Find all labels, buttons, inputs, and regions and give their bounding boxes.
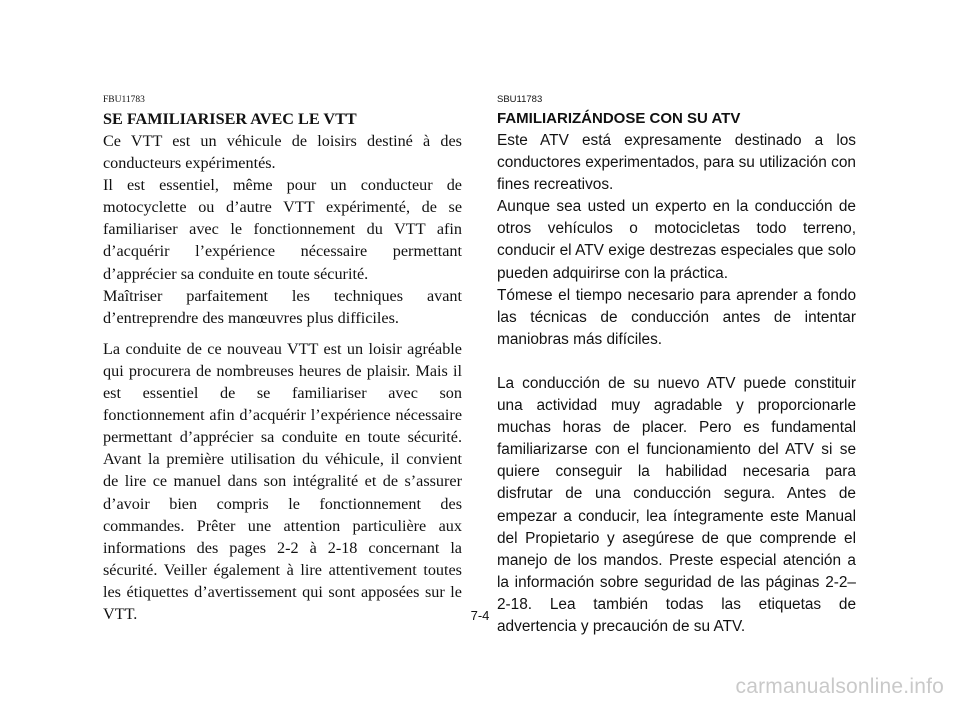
french-column [103, 94, 462, 625]
paragraph-fr-2: Il est essentiel, même pour un conducteur de motocyclette ou d’autre VTT expérimenté, de se familiariser avec le fonctionnement du VTT afin d’acquérir l’expérience nécessaire permettant d’apprécier sa conduite en toute sécurité. [103, 176, 462, 283]
paragraph-es-2: Aunque sea usted un experto en la conducción de otros vehículos o motocicletas todo terreno, conducir el ATV exige destrezas especiales que solo pueden adquirirse con la práctica. [497, 198, 856, 282]
paragraph-es-3: Tómese el tiempo necesario para aprender a fondo las técnicas de conducción antes de intentar maniobras más difíciles. [497, 286, 856, 348]
paragraph-es-1: Este ATV está expresamente destinado a los conductores experimentados, para su utilización con fines recreativos. [497, 132, 856, 194]
paragraph-es-4: La conducción de su nuevo ATV puede constituir una actividad muy agradable y proporcionarle muchas horas de placer. Pero es fundamental familiarizarse con el funcionamiento del ATV si se quiere conseguir la habilidad necesaria para disfrutar de una conducción segura. Antes de empezar a conducir, lea íntegramente este Manual del Propietario y asegúrese de que comprende el manejo de los mandos. Preste especial atención a la información sobre seguridad de las páginas 2-2–2-18. Lea también todas las etiquetas de advertencia y precaución de su ATV. [497, 374, 856, 635]
section-code-es: SBU11783 [497, 94, 543, 105]
section-title-fr: SE FAMILIARISER AVEC LE VTT [103, 110, 357, 128]
section-code-fr: FBU11783 [103, 95, 145, 105]
paragraph-fr-1: Ce VTT est un véhicule de loisirs destiné à des conducteurs expérimentés. [103, 132, 462, 173]
watermark: carmanualsonline.info [735, 675, 944, 698]
page-number: 7-4 [470, 608, 490, 623]
spanish-column [497, 94, 856, 638]
paragraph-fr-3: Maîtriser parfaitement les techniques avant d’entreprendre des manœuvres plus difficiles. [103, 286, 462, 327]
paragraph-fr-4: La conduite de ce nouveau VTT est un loisir agréable qui procurera de nombreuses heures de plaisir. Mais il est essentiel de se familiariser avec son fonctionnement afin d’acquérir l’expérience nécessaire permettant d’apprécier sa conduite en toute sécurité. Avant la première utilisation du véhicule, il convient de lire ce manuel dans son intégralité et de s’assurer d’avoir bien compris le fonctionnement des commandes. Prêter une attention particulière aux informations des pages 2-2 à 2-18 concernant la sécurité. Veiller également à lire attentivement toutes les étiquettes d’avertissement qui sont apposées sur le VTT. [103, 339, 462, 623]
section-title-es: FAMILIARIZÁNDOSE CON SU ATV [497, 110, 741, 127]
